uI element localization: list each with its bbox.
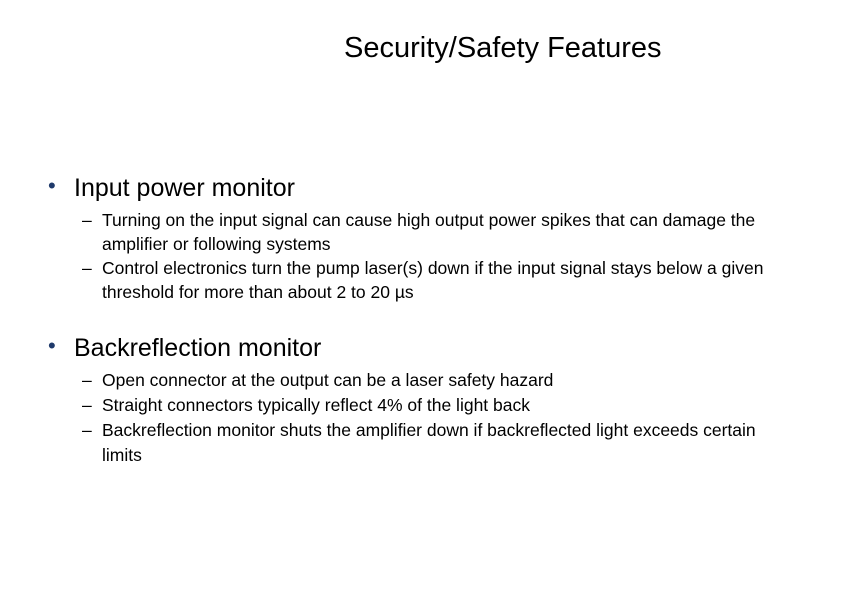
sub-item-text: Turning on the input signal can cause high output power spikes that can damage the amplifier or following systems [102, 210, 756, 254]
dash-icon: – [82, 420, 92, 440]
bullet-dot-icon: • [48, 173, 56, 198]
bullet-heading [48, 173, 828, 205]
sub-item [48, 368, 792, 393]
dash-icon: – [82, 210, 92, 230]
slide-title: Security/Safety Features [344, 32, 662, 64]
bullet-heading-text: Input power monitor [74, 174, 295, 202]
sub-item [48, 256, 792, 304]
sub-item-text: Open connector at the output can be a laser safety hazard [102, 370, 554, 390]
sub-item-text: Straight connectors typically reflect 4% of the light back [102, 395, 530, 415]
dash-icon: – [82, 370, 92, 390]
bullet-input-power-monitor [48, 173, 828, 304]
sub-item [48, 418, 792, 468]
sub-list [48, 368, 828, 468]
sub-item-text: Backreflection monitor shuts the amplifier down if backreflected light exceeds certain limits [102, 420, 756, 465]
dash-icon: – [82, 258, 92, 278]
bullet-dot-icon: • [48, 333, 56, 358]
sub-item-text: Control electronics turn the pump laser(s) down if the input signal stays below a given threshold for more than about 2 to 20 µs [102, 258, 764, 302]
sub-item [48, 208, 792, 256]
dash-icon: – [82, 395, 92, 415]
bullet-backreflection-monitor [48, 333, 828, 468]
bullet-heading [48, 333, 828, 365]
sub-item [48, 393, 792, 418]
bullet-heading-text: Backreflection monitor [74, 334, 322, 362]
sub-list [48, 208, 828, 304]
